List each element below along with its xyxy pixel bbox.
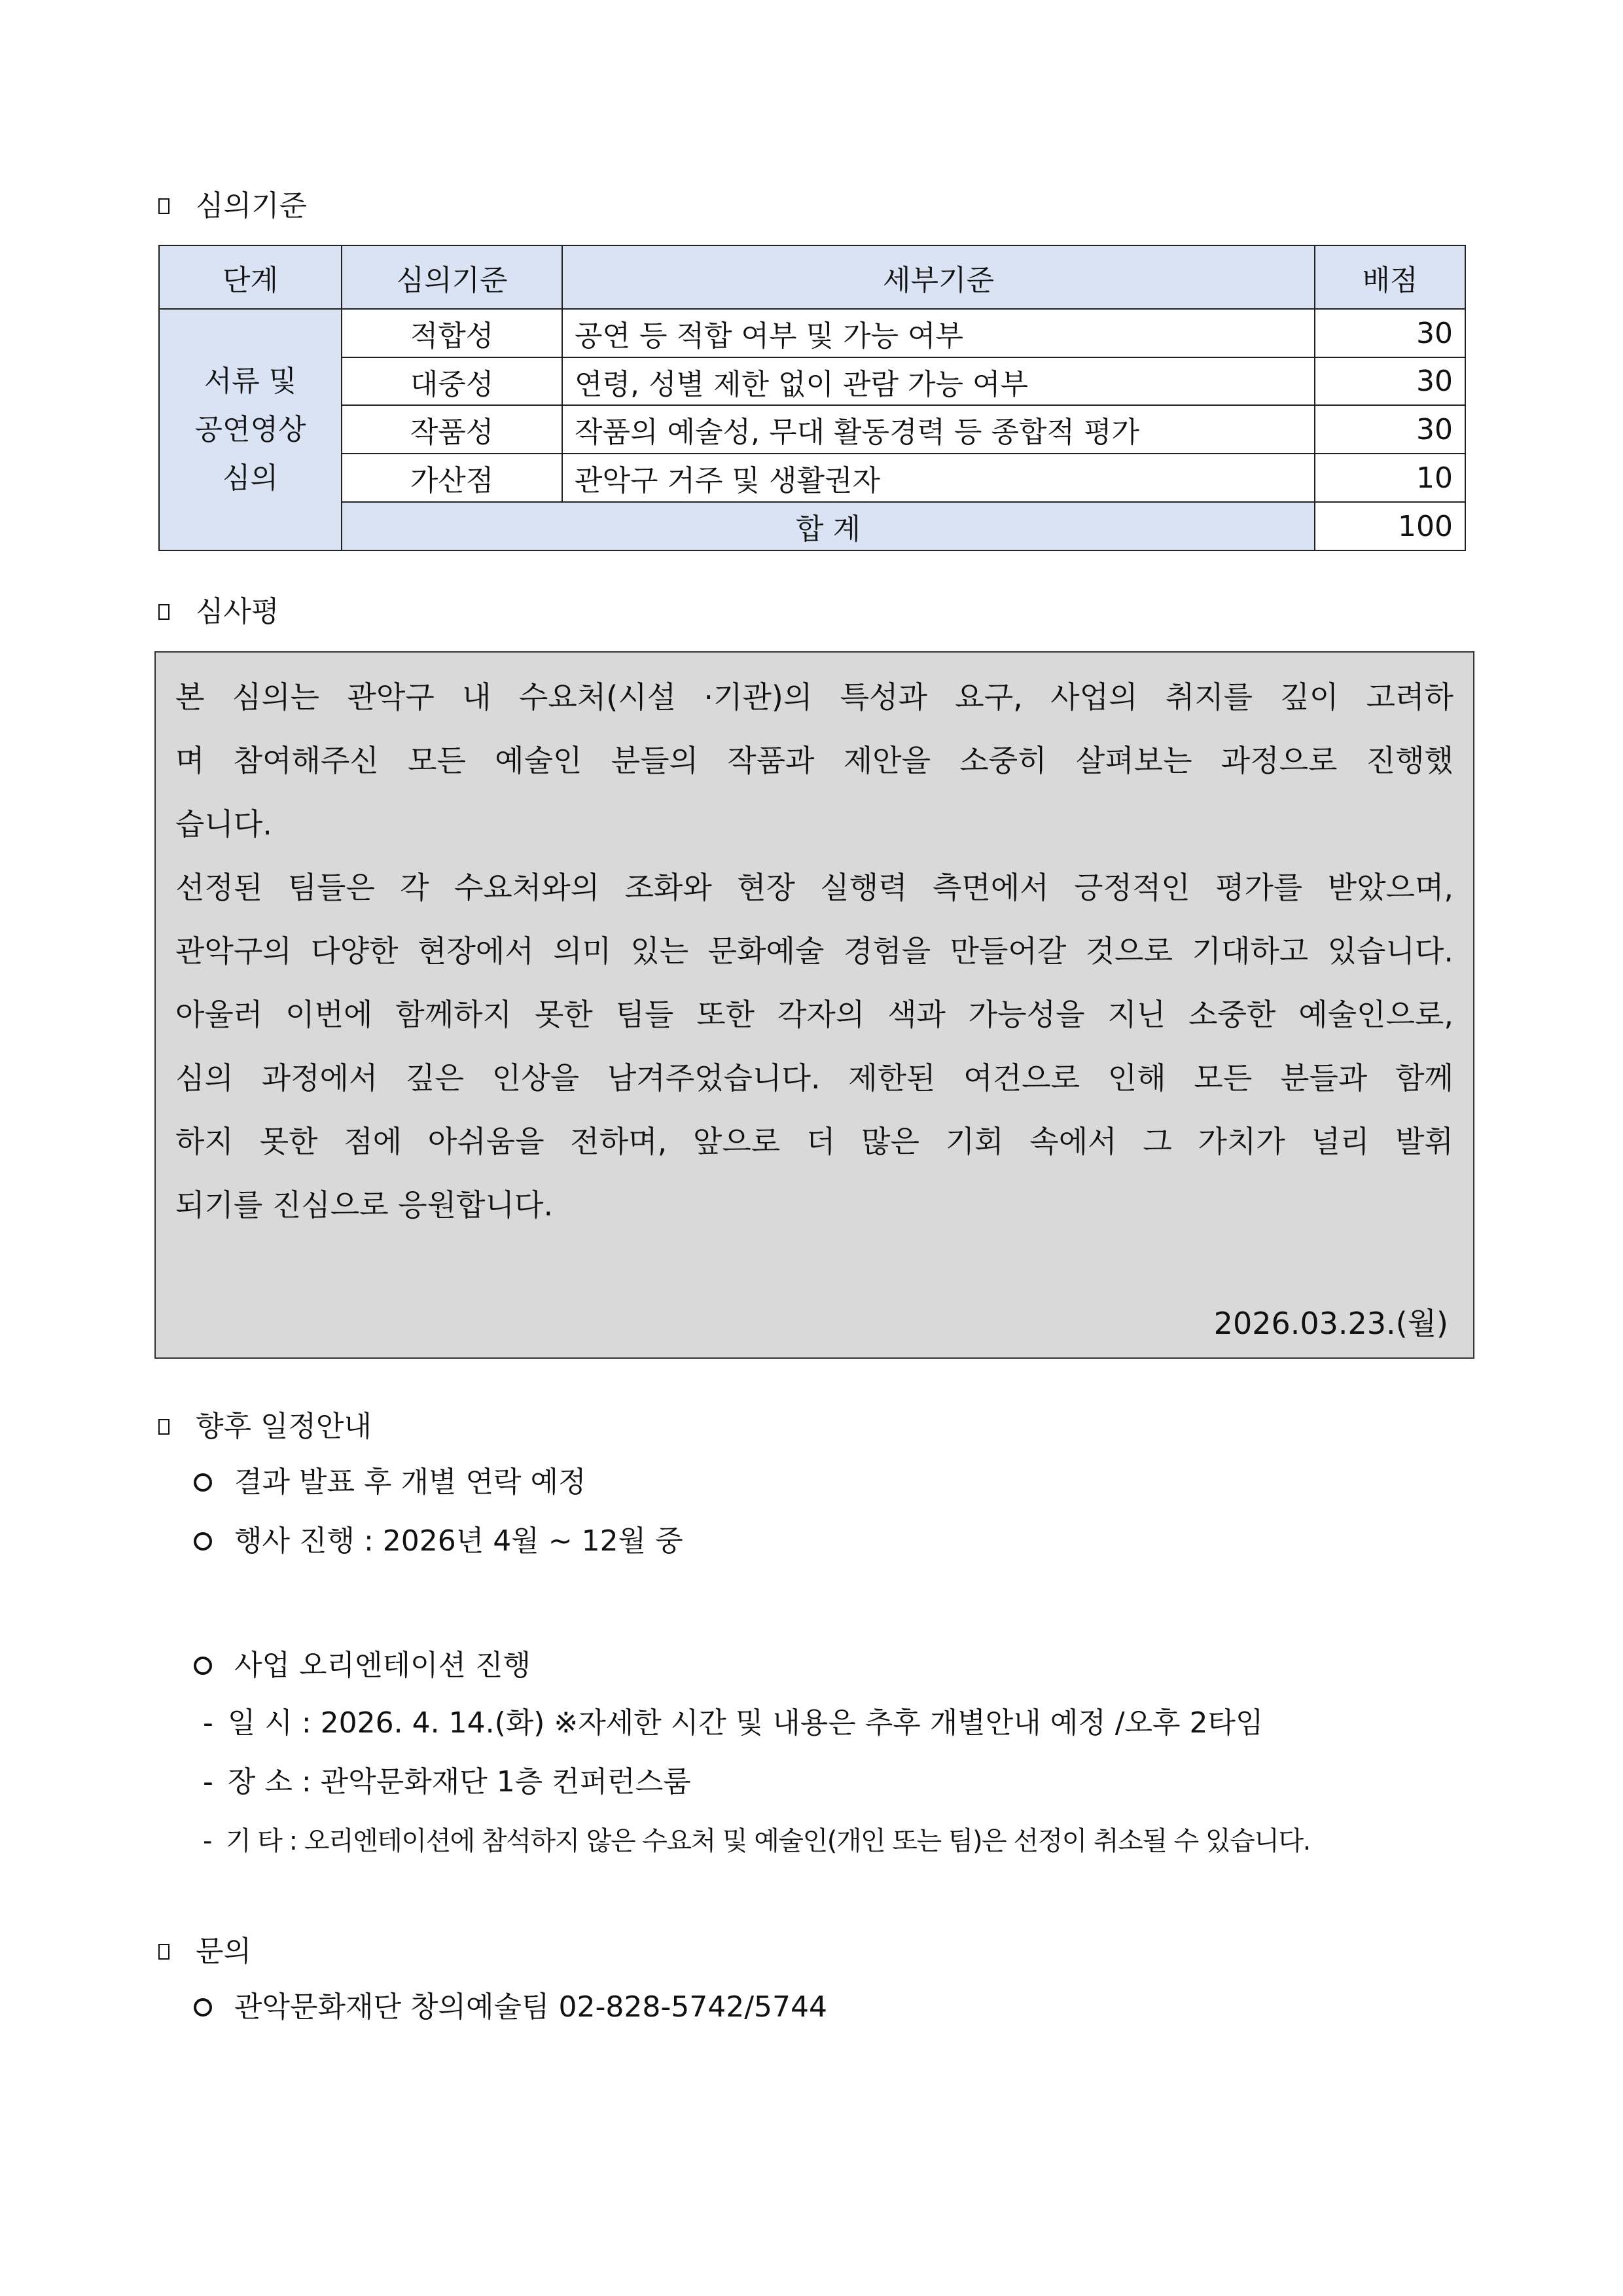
stage-line: 공연영상 [194, 412, 306, 446]
schedule-item-text: 행사 진행 : 2026년 4월 ~ 12월 중 [234, 1524, 683, 1558]
schedule-item [194, 1522, 683, 1561]
square-bullet-icon [158, 1419, 169, 1435]
orientation-detail [203, 1704, 1264, 1743]
detail-cell: 공연 등 적합 여부 및 가능 여부 [562, 309, 1315, 357]
column-header: 배점 [1315, 245, 1465, 309]
criteria-table [158, 245, 1466, 551]
square-bullet-icon [158, 198, 169, 214]
section-title: 향후 일정안내 [196, 1410, 372, 1443]
score-cell: 30 [1315, 357, 1465, 405]
section-title: 심사평 [196, 595, 279, 628]
section-title: 심의기준 [196, 189, 308, 223]
schedule-item [194, 1463, 586, 1502]
column-header: 단계 [159, 245, 342, 309]
orientation-item [194, 1646, 531, 1685]
circle-bullet-icon [194, 1998, 212, 2017]
table-row [159, 454, 1465, 502]
detail-cell: 연령, 성별 제한 없이 관람 가능 여부 [562, 357, 1315, 405]
total-score: 100 [1315, 502, 1465, 550]
orientation-detail-text: 장 소 : 관악문화재단 1층 컨퍼런스룸 [227, 1765, 691, 1799]
total-label: 합 계 [342, 502, 1315, 550]
review-text-line: 심의 과정에서 깊은 인상을 남겨주었습니다. 제한된 여건으로 인해 모든 분들과 함께 [175, 1060, 1454, 1096]
orientation-detail [203, 1821, 1310, 1861]
detail-cell: 관악구 거주 및 생활권자 [562, 454, 1315, 502]
section-heading-criteria [158, 187, 307, 226]
review-text-line: 본 심의는 관악구 내 수요처(시설 ·기관)의 특성과 요구, 사업의 취지를 깊이 고려하 [175, 679, 1454, 715]
circle-bullet-icon [194, 1657, 212, 1675]
table-row [159, 357, 1465, 405]
section-heading-schedule [158, 1407, 372, 1446]
orientation-detail-text: 기 타 : 오리엔테이션에 참석하지 않은 수요처 및 예술인(개인 또는 팀)은 선정이 취소될 수 있습니다. [225, 1826, 1310, 1856]
circle-bullet-icon [194, 1532, 212, 1551]
review-date: 2026.03.23.(월) [1213, 1306, 1448, 1341]
review-box [154, 651, 1474, 1359]
orientation-detail-text: 일 시 : 2026. 4. 14.(화) ※자세한 시간 및 내용은 추후 개별안내 예정 /오후 2타임 [227, 1706, 1264, 1740]
review-text-line: 습니다. [175, 806, 272, 842]
section-title: 문의 [196, 1935, 252, 1968]
orientation-title: 사업 오리엔테이션 진행 [234, 1649, 531, 1682]
criterion-cell: 작품성 [342, 405, 562, 454]
review-text-line: 관악구의 다양한 현장에서 의미 있는 문화예술 경험을 만들어갈 것으로 기대하고 있습니다. [175, 933, 1454, 969]
section-heading-inquiry [158, 1932, 251, 1971]
square-bullet-icon [158, 604, 169, 620]
dash-bullet-icon: - [203, 1706, 213, 1740]
review-text-line: 하지 못한 점에 아쉬움을 전하며, 앞으로 더 많은 기회 속에서 그 가치가 널리 발휘 [175, 1124, 1454, 1159]
table-row [159, 309, 1465, 357]
table-total-row [159, 502, 1465, 550]
score-cell: 30 [1315, 405, 1465, 454]
review-text-line: 아울러 이번에 함께하지 못한 팀들 또한 각자의 색과 가능성을 지닌 소중한 예술인으로, [175, 997, 1454, 1032]
contact-text: 관악문화재단 창의예술팀 02-828-5742/5744 [234, 1990, 828, 2024]
review-text-line: 되기를 진심으로 응원합니다. [175, 1187, 554, 1223]
stage-cell [159, 309, 342, 550]
table-row [159, 405, 1465, 454]
dash-bullet-icon: - [203, 1765, 213, 1799]
criterion-cell: 대중성 [342, 357, 562, 405]
score-cell: 30 [1315, 309, 1465, 357]
score-cell: 10 [1315, 454, 1465, 502]
review-text-line: 선정된 팀들은 각 수요처와의 조화와 현장 실행력 측면에서 긍정적인 평가를 받았으며, [175, 870, 1454, 905]
inquiry-contact [194, 1988, 827, 2027]
column-header: 심의기준 [342, 245, 562, 309]
orientation-detail [203, 1763, 691, 1802]
stage-line: 심의 [222, 461, 278, 495]
table-header-row [159, 245, 1465, 309]
section-heading-review [158, 592, 279, 632]
column-header: 세부기준 [562, 245, 1315, 309]
stage-line: 서류 및 [204, 364, 297, 398]
schedule-item-text: 결과 발표 후 개별 연락 예정 [234, 1465, 586, 1499]
square-bullet-icon [158, 1944, 169, 1960]
criterion-cell: 가산점 [342, 454, 562, 502]
criterion-cell: 적합성 [342, 309, 562, 357]
circle-bullet-icon [194, 1473, 212, 1492]
review-text-line: 며 참여해주신 모든 예술인 분들의 작품과 제안을 소중히 살펴보는 과정으로 진행했 [175, 743, 1454, 778]
dash-bullet-icon: - [203, 1826, 211, 1856]
detail-cell: 작품의 예술성, 무대 활동경력 등 종합적 평가 [562, 405, 1315, 454]
